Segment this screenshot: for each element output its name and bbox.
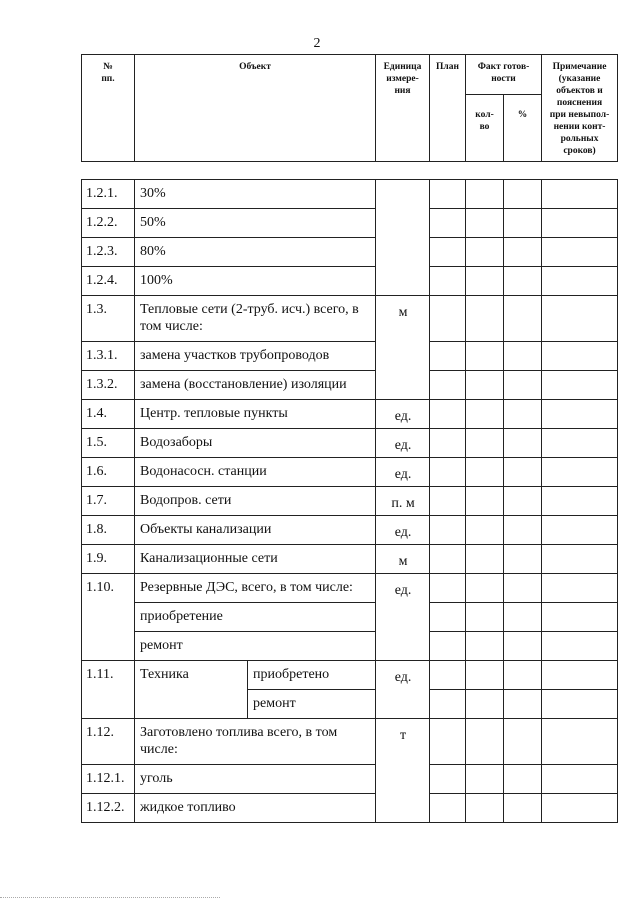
- header-note: Примечание (указание объектов и пояснения при невыпол- нении конт- рольных сроков): [542, 55, 618, 162]
- header-fact: Факт готов- ности: [466, 55, 542, 95]
- table-row: приобретение: [82, 603, 618, 632]
- table-row: 1.11. Техника приобретено ед.: [82, 661, 618, 690]
- page-number: 2: [313, 36, 321, 51]
- table-row: 1.12.2. жидкое топливо: [82, 794, 618, 823]
- table-row: 1.3.1. замена участков трубопроводов: [82, 342, 618, 371]
- header-fact-percent: %: [504, 95, 542, 162]
- table-row: 1.12.1. уголь: [82, 765, 618, 794]
- header-num: № пп.: [82, 55, 135, 162]
- table-row: 1.9. Канализационные сети м: [82, 545, 618, 574]
- table-row: 1.2.3. 80%: [82, 238, 618, 267]
- unit-cell-empty: [376, 180, 430, 296]
- table-row: 1.10. Резервные ДЭС, всего, в том числе: ед.: [82, 574, 618, 603]
- table-row: 1.8. Объекты канализации ед.: [82, 516, 618, 545]
- table-row: 1.12. Заготовлено топлива всего, в том числе: т: [82, 719, 618, 765]
- data-table: [81, 179, 618, 823]
- scan-artifact-line: [0, 897, 220, 900]
- table-row: ремонт: [82, 632, 618, 661]
- table-row: ремонт: [82, 690, 618, 719]
- table-row: 1.2.2. 50%: [82, 209, 618, 238]
- header-unit: Единица измере- ния: [376, 55, 430, 162]
- table-row: 1.3. Тепловые сети (2-труб. исч.) всего, в том числе: м: [82, 296, 618, 342]
- header-object: Объект: [135, 55, 376, 162]
- table-row: 1.2.4. 100%: [82, 267, 618, 296]
- table-row: 1.4. Центр. тепловые пункты ед.: [82, 400, 618, 429]
- header-plan: План: [430, 55, 466, 162]
- table-row: 1.5. Водозаборы ед.: [82, 429, 618, 458]
- header-fact-count: кол- во: [466, 95, 504, 162]
- table-row: 1.2.1. 30%: [82, 180, 618, 209]
- table-row: 1.6. Водонасосн. станции ед.: [82, 458, 618, 487]
- table-row: 1.7. Водопров. сети п. м: [82, 487, 618, 516]
- header-table: [81, 54, 618, 162]
- table-row: 1.3.2. замена (восстановление) изоляции: [82, 371, 618, 400]
